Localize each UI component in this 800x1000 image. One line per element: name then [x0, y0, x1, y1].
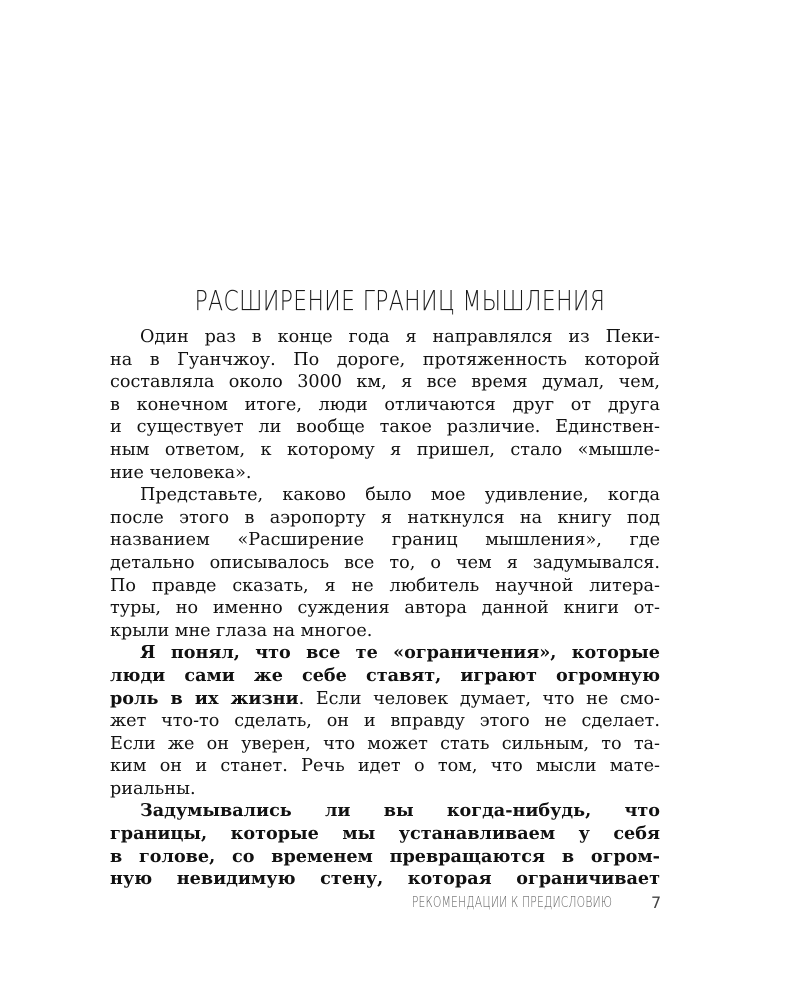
text-line: По правде сказать, я не любитель научной литера-	[110, 575, 660, 596]
text-line: названием «Расширение границ мышления», где	[110, 530, 660, 551]
paragraph-2	[110, 484, 660, 642]
text-line: ние человека».	[110, 462, 252, 483]
text-line: туры, но именно суждения автора данной книги от-	[110, 598, 660, 619]
text-line: жет что-то сделать, он и вправду этого не сделает.	[110, 711, 660, 732]
paragraph-3	[110, 642, 660, 800]
regular-phrase: . Если человек думает, что не смо-	[298, 688, 660, 709]
paragraph-4	[110, 800, 660, 890]
text-line: ным ответом, к которому я пришел, стало «мышле-	[110, 439, 660, 460]
text-line: детально описывалось все то, о чем я задумывался.	[110, 552, 660, 573]
text-line: ким он и станет. Речь идет о том, что мысли мате-	[110, 756, 660, 777]
text-line: в конечном итоге, люди отличаются друг от друга	[110, 394, 660, 415]
page-footer	[0, 893, 800, 919]
text-line: Один раз в конце года я направлялся из Пеки-	[140, 327, 660, 347]
text-line: крыли мне глаза на многое.	[110, 620, 373, 641]
text-line: после этого в аэропорту я наткнулся на книгу под	[110, 507, 660, 528]
text-line: риальны.	[110, 778, 196, 799]
bold-text-line: Задумывались ли вы когда-нибудь, что	[140, 800, 660, 822]
bold-text-line: в голове, со временем превращаются в огром-	[110, 845, 660, 867]
text-line: и существует ли вообще такое различие. Единствен-	[110, 417, 660, 438]
text-line: на в Гуанчжоу. По дороге, протяженность которой	[110, 349, 660, 370]
text-line: Если же он уверен, что может стать сильным, то та-	[110, 733, 660, 754]
bold-text-line: границы, которые мы устанавливаем у себя	[110, 823, 660, 845]
text-line: Представьте, каково было мое удивление, когда	[140, 485, 660, 506]
mixed-text-line	[110, 688, 660, 711]
bold-text-line: Я понял, что все те «ограничения», которые	[140, 642, 660, 664]
paragraph-1	[110, 326, 660, 484]
body-text	[110, 326, 660, 891]
chapter-title: РАСШИРЕНИЕ ГРАНИЦ МЫШЛЕНИЯ	[194, 284, 606, 317]
running-head: РЕКОМЕНДАЦИИ К ПРЕДИСЛОВИЮ	[411, 893, 612, 911]
page-number: 7	[651, 893, 662, 912]
text-line: составляла около 3000 км, я все время думал, чем,	[110, 372, 660, 393]
bold-text-line: люди сами же себе ставят, играют огромную	[110, 664, 660, 686]
bold-phrase: роль в их жизни	[110, 687, 299, 709]
bold-text-line: ную невидимую стену, которая ограничивает	[110, 868, 660, 890]
